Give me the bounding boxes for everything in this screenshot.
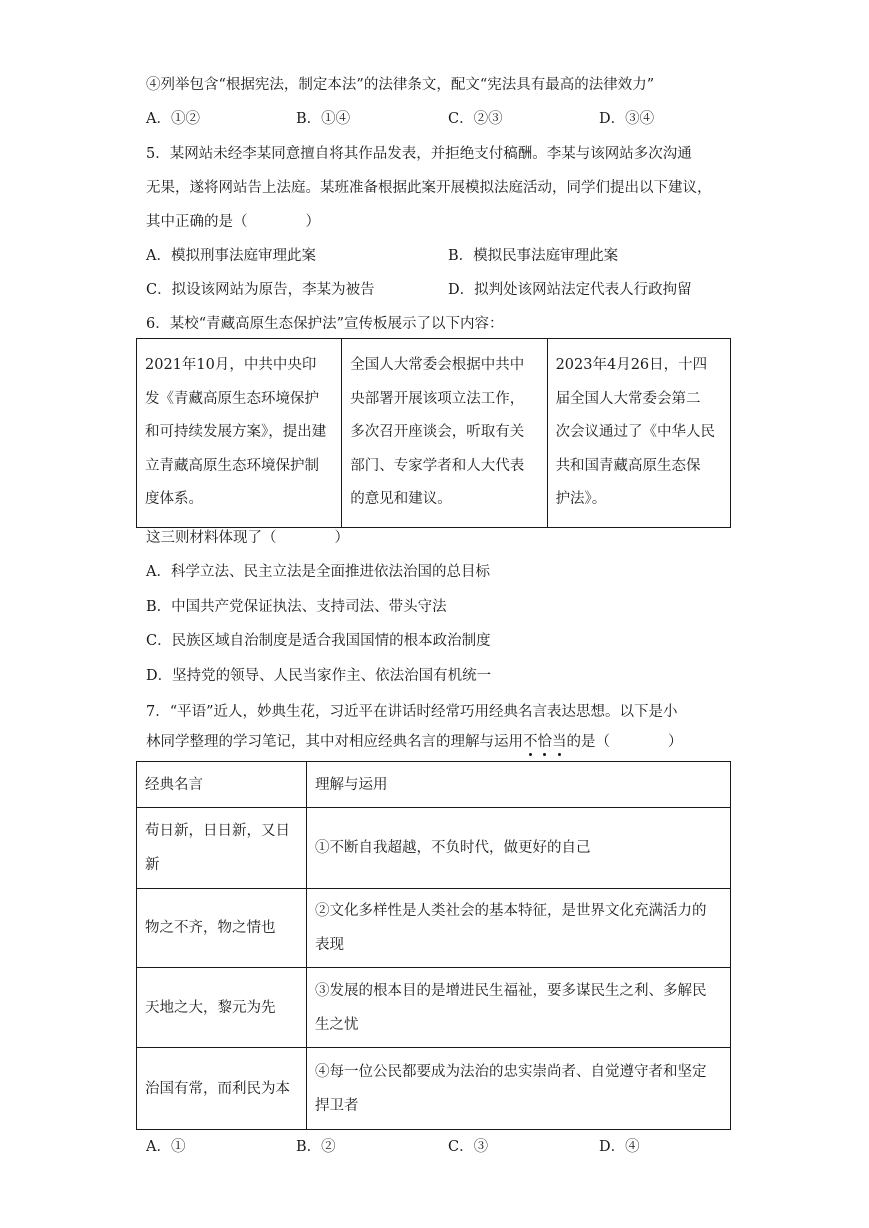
- q7-row-3-quote-line-1: 天地之大，黎元为先: [145, 999, 276, 1016]
- q5-option-a[interactable]: A．模拟刑事法庭审理此案: [146, 248, 316, 264]
- q7-stem-line-2-before: 林同学整理的学习笔记，其中对相应经典名言的理解与运用: [146, 734, 523, 750]
- q7-stem-line-2: [146, 732, 683, 752]
- q7-header-use: 理解与运用: [307, 762, 731, 808]
- q7-row-1-quote: [137, 808, 307, 889]
- q7-row-3-use-line-2: 生之忧: [315, 1016, 359, 1033]
- q7-row-3-quote: [137, 968, 307, 1048]
- q7-row-2-quote-line-1: 物之不齐，物之情也: [145, 920, 276, 936]
- q7-option-b[interactable]: B．②: [296, 1139, 336, 1155]
- q6-material-2-line-3: 多次召开座谈会，听取有关: [350, 424, 525, 440]
- q7-row-4-use-line-2: 捍卫者: [315, 1097, 359, 1114]
- q6-material-table: [136, 338, 731, 528]
- table-row: [137, 889, 731, 968]
- q6-material-2: [342, 339, 547, 528]
- q7-header-quote: 经典名言: [137, 762, 307, 808]
- q6-material-3-line-5: 护法》。: [555, 491, 607, 507]
- q5-stem-line-1: 5．某网站未经李某同意擅自将其作品发表，并拒绝支付稿酬。李某与该网站多次沟通: [146, 146, 692, 162]
- q7-option-d[interactable]: D．④: [599, 1139, 640, 1155]
- table-row: [137, 968, 731, 1048]
- q4-option-a[interactable]: A．①②: [146, 111, 200, 127]
- q7-emphasis-char-3: 当: [552, 734, 567, 750]
- q6-option-c[interactable]: C．民族区域自治制度是适合我国国情的根本政治制度: [146, 633, 491, 649]
- q6-material-2-line-1: 全国人大常委会根据中共中: [350, 357, 525, 373]
- table-row: [137, 808, 731, 889]
- q7-row-1-use: [307, 808, 731, 889]
- q7-emphasis-char-2: 恰: [537, 734, 552, 750]
- q6-material-3-line-2: 届全国人大常委会第二: [555, 390, 701, 407]
- q7-row-4-use: [307, 1048, 731, 1130]
- q7-row-2-use: [307, 889, 731, 968]
- q4-option-b[interactable]: B．①④: [296, 111, 351, 127]
- q6-material-2-line-5: 的意见和建议。: [350, 491, 452, 507]
- q7-row-1-quote-line-2: 新: [145, 857, 160, 873]
- q7-table-header-row: [137, 762, 731, 808]
- q5-option-b[interactable]: B．模拟民事法庭审理此案: [448, 248, 619, 264]
- q5-option-d[interactable]: D．拟判处该网站法定代表人行政拘留: [448, 282, 692, 298]
- q7-stem-line-2-after: 的是（ ）: [566, 734, 683, 750]
- q7-option-a[interactable]: A．①: [146, 1139, 186, 1155]
- q5-stem-line-2: 无果，遂将网站告上法庭。某班准备根据此案开展模拟法庭活动，同学们提出以下建议，: [146, 180, 712, 196]
- q4-option-d[interactable]: D．③④: [599, 111, 655, 127]
- q4-item-4: ④列举包含“根据宪法，制定本法”的法律条文，配文“宪法具有最高的法律效力”: [146, 77, 655, 93]
- q6-material-1-line-2: 发《青藏高原生态环境保护: [145, 390, 319, 407]
- q6-material-3-line-1: 2023年4月26日，十四: [555, 357, 708, 373]
- q7-emphasis-char-1: 不: [523, 734, 538, 750]
- q7-row-2-use-line-1: ②文化多样性是人类社会的基本特征，是世界文化充满活力的: [315, 903, 707, 919]
- q7-stem-line-1: 7．“平语”近人，妙典生花，习近平在讲话时经常巧用经典名言表达思想。以下是小: [146, 704, 678, 720]
- q7-row-2-use-line-2: 表现: [315, 937, 344, 953]
- q6-material-1: [137, 339, 342, 528]
- q7-row-1-use-line-1: ①不断自我超越，不负时代，做更好的自己: [315, 840, 591, 856]
- q6-stem: 6．某校“青藏高原生态保护法”宣传板展示了以下内容：: [146, 316, 504, 332]
- q5-stem-line-3: 其中正确的是（ ）: [146, 214, 320, 230]
- q6-material-1-line-4: 立青藏高原生态环境保护制: [145, 457, 319, 474]
- q7-row-1-quote-line-1: 苟日新，日日新，又日: [145, 823, 290, 839]
- q6-option-a[interactable]: A．科学立法、民主立法是全面推进依法治国的总目标: [146, 564, 490, 580]
- q6-material-1-line-3: 和可持续发展方案》，提出建: [145, 424, 327, 440]
- q6-material-1-line-5: 度体系。: [145, 491, 203, 507]
- q6-material-3-line-4: 共和国青藏高原生态保: [555, 457, 701, 474]
- q6-material-1-line-1: 2021年10月，中共中央印: [145, 357, 317, 373]
- q6-material-3: [547, 339, 730, 528]
- q7-row-2-quote: [137, 889, 307, 968]
- q7-row-4-quote: [137, 1048, 307, 1130]
- q6-option-b[interactable]: B．中国共产党保证执法、支持司法、带头守法: [146, 599, 447, 615]
- q7-row-4-use-line-1: ④每一位公民都要成为法治的忠实崇尚者、自觉遵守者和坚定: [315, 1063, 707, 1080]
- q7-row-4-quote-line-1: 治国有常，而利民为本: [145, 1080, 290, 1097]
- q7-option-c[interactable]: C．③: [448, 1139, 489, 1155]
- q6-material-2-line-4: 部门、专家学者和人大代表: [350, 457, 525, 474]
- q6-material-3-line-3: 次会议通过了《中华人民: [555, 424, 716, 440]
- q7-row-3-use: [307, 968, 731, 1048]
- q7-row-3-use-line-1: ③发展的根本目的是增进民生福祉，要多谋民生之利、多解民: [315, 982, 707, 999]
- q4-option-c[interactable]: C．②③: [448, 111, 503, 127]
- q6-material-2-line-2: 央部署开展该项立法工作，: [350, 390, 525, 407]
- q6-option-d[interactable]: D．坚持党的领导、人民当家作主、依法治国有机统一: [146, 668, 492, 684]
- table-row: [137, 1048, 731, 1130]
- q6-question: 这三则材料体现了（ ）: [146, 530, 349, 546]
- q5-option-c[interactable]: C．拟设该网站为原告，李某为被告: [146, 282, 375, 298]
- q7-notes-table: [136, 761, 731, 1130]
